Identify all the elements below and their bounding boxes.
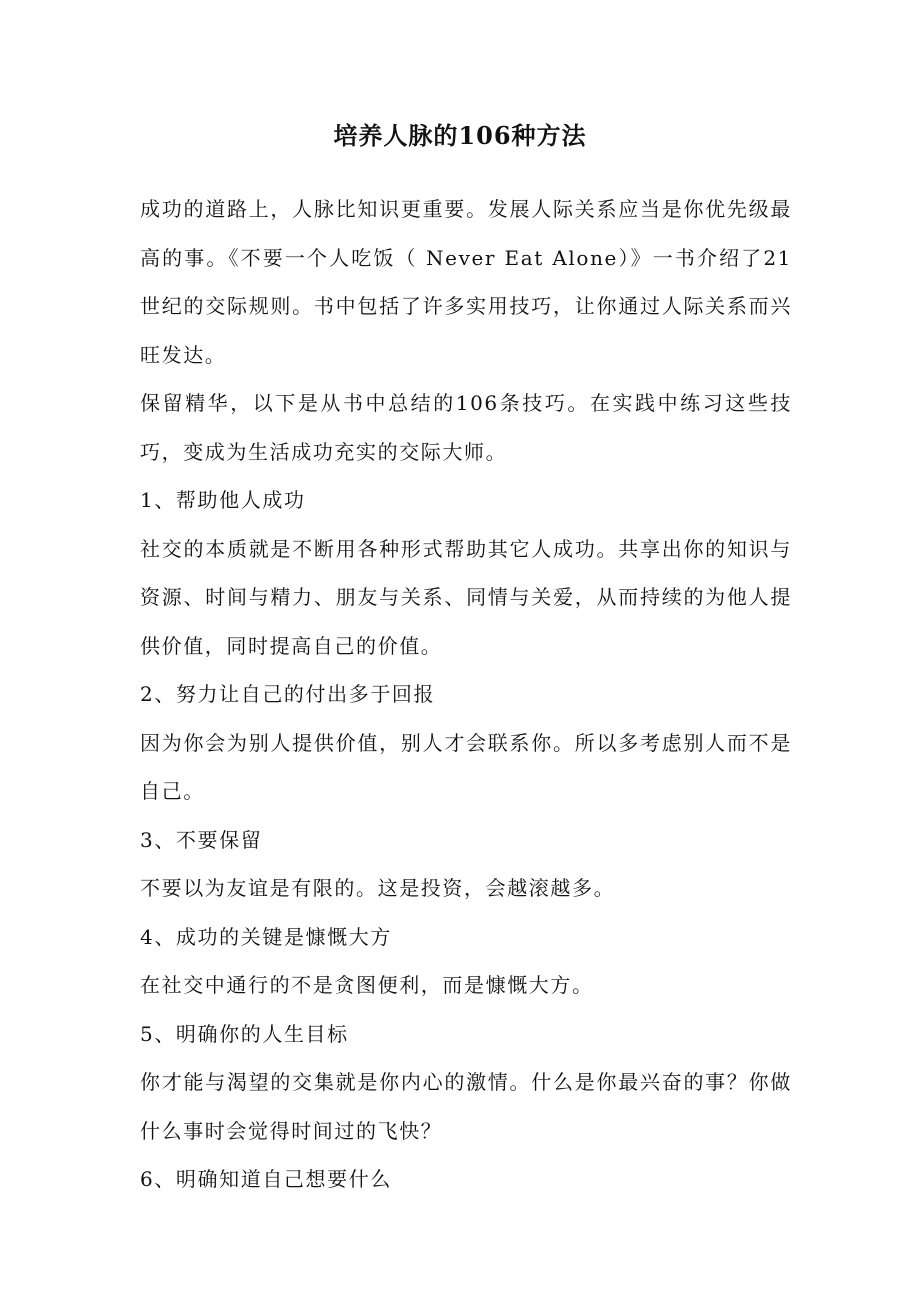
section-heading-6: 6、明确知道自己想要什么 bbox=[140, 1167, 392, 1191]
section-heading-5: 5、明确你的人生目标 bbox=[140, 1021, 349, 1046]
section-heading-3: 3、不要保留 bbox=[140, 827, 263, 852]
section-body-4: 在社交中通行的不是贪图便利，而是慷慨大方。 bbox=[140, 973, 594, 997]
section-heading-2: 2、努力让自己的付出多于回报 bbox=[140, 682, 436, 706]
section-body-1: 社交的本质就是不断用各种形式帮助其它人成功。共享出你的知识与资源、时间与精力、朋友与关系、同情与关爱，从而持续的为他人提供价值，同时提高自己的价值。 bbox=[140, 536, 792, 658]
document-title: 培养人脉的106种方法 bbox=[333, 121, 587, 150]
section-heading-1: 1、帮助他人成功 bbox=[140, 488, 306, 512]
section-body-2: 因为你会为别人提供价值，别人才会联系你。所以多考虑别人而不是自己。 bbox=[140, 730, 792, 803]
section-body-5: 你才能与渴望的交集就是你内心的激情。什么是你最兴奋的事？你做什么事时会觉得时间过的飞快？ bbox=[140, 1070, 792, 1143]
intro-paragraph: 成功的道路上，人脉比知识更重要。发展人际关系应当是你优先级最高的事。《不要一个人吃饭（ Never Eat Alone）》一书介绍了21世纪的交际规则。书中包括了许多实用技巧，让你通过人际关系而兴旺发达。 bbox=[140, 197, 792, 367]
section-heading-4: 4、成功的关键是慷慨大方 bbox=[140, 924, 392, 949]
document-body bbox=[140, 185, 792, 1204]
intro-paragraph-2: 保留精华，以下是从书中总结的106条技巧。在实践中练习这些技巧，变成为生活成功充实的交际大师。 bbox=[140, 391, 792, 464]
section-body-3: 不要以为友谊是有限的。这是投资，会越滚越多。 bbox=[140, 876, 616, 900]
